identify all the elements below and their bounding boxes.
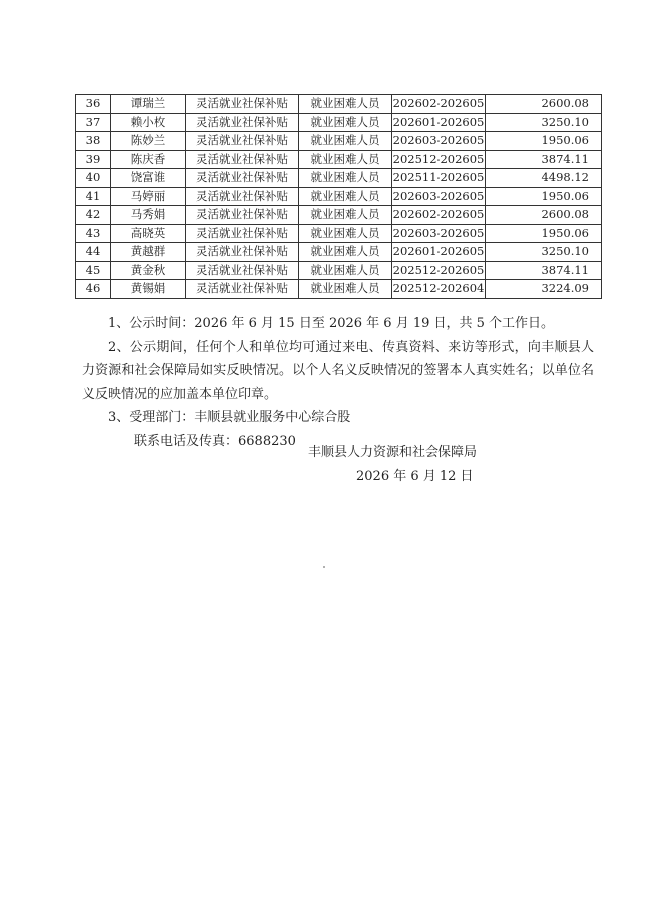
subsidy-table-body (76, 95, 602, 299)
row-name: 黄越群 (111, 243, 186, 262)
row-category: 就业困难人员 (299, 187, 392, 206)
row-subsidy-type: 灵活就业社保补贴 (186, 169, 299, 188)
row-amount: 2600.08 (486, 206, 602, 225)
table-row (76, 187, 602, 206)
row-category: 就业困难人员 (299, 206, 392, 225)
row-period: 202512-202605 (392, 261, 486, 280)
row-subsidy-type: 灵活就业社保补贴 (186, 280, 299, 299)
row-category: 就业困难人员 (299, 113, 392, 132)
row-amount: 3874.11 (486, 261, 602, 280)
row-category: 就业困难人员 (299, 169, 392, 188)
row-number: 37 (76, 113, 111, 132)
row-name: 谭瑞兰 (111, 95, 186, 114)
row-amount: 3874.11 (486, 150, 602, 169)
note-feedback-rules: 2、公示期间，任何个人和单位均可通过来电、传真资料、来访等形式，向丰顺县人力资源和社会保障局如实反映情况。以个人名义反映情况的签署本人真实姓名；以单位名义反映情况的应加盖本单位印章。 (82, 339, 594, 402)
row-period: 202602-202605 (392, 206, 486, 225)
row-number: 43 (76, 224, 111, 243)
row-number: 41 (76, 187, 111, 206)
table-row (76, 169, 602, 188)
row-number: 36 (76, 95, 111, 114)
signature-date: 2026 年 6 月 12 日 (356, 469, 474, 484)
table-row (76, 261, 602, 280)
row-number: 39 (76, 150, 111, 169)
row-amount: 3224.09 (486, 280, 602, 299)
row-name: 黄锡娟 (111, 280, 186, 299)
row-subsidy-type: 灵活就业社保补贴 (186, 261, 299, 280)
notice-notes (82, 312, 594, 453)
row-category: 就业困难人员 (299, 132, 392, 151)
row-name: 赖小枚 (111, 113, 186, 132)
row-period: 202511-202605 (392, 169, 486, 188)
row-period: 202603-202605 (392, 132, 486, 151)
row-number: 45 (76, 261, 111, 280)
table-row (76, 113, 602, 132)
table-row (76, 95, 602, 114)
note-publicity-period: 1、公示时间：2026 年 6 月 15 日至 2026 年 6 月 19 日，共 5 个工作日。 (108, 316, 555, 331)
row-subsidy-type: 灵活就业社保补贴 (186, 150, 299, 169)
row-category: 就业困难人员 (299, 224, 392, 243)
row-period: 202603-202605 (392, 187, 486, 206)
row-category: 就业困难人员 (299, 150, 392, 169)
row-name: 马婷丽 (111, 187, 186, 206)
row-amount: 3250.10 (486, 113, 602, 132)
table-row (76, 132, 602, 151)
note-handling-department: 3、受理部门：丰顺县就业服务中心综合股 (108, 410, 351, 425)
row-subsidy-type: 灵活就业社保补贴 (186, 113, 299, 132)
row-name: 饶富谁 (111, 169, 186, 188)
table-row (76, 224, 602, 243)
row-category: 就业困难人员 (299, 95, 392, 114)
row-period: 202603-202605 (392, 224, 486, 243)
row-name: 陈庆香 (111, 150, 186, 169)
scan-speck (323, 566, 325, 568)
table-row (76, 206, 602, 225)
row-name: 高晓英 (111, 224, 186, 243)
row-name: 马秀娟 (111, 206, 186, 225)
subsidy-table (75, 94, 602, 299)
row-number: 42 (76, 206, 111, 225)
row-name: 黄金秋 (111, 261, 186, 280)
row-subsidy-type: 灵活就业社保补贴 (186, 224, 299, 243)
table-row (76, 280, 602, 299)
row-period: 202601-202605 (392, 243, 486, 262)
row-amount: 4498.12 (486, 169, 602, 188)
row-subsidy-type: 灵活就业社保补贴 (186, 187, 299, 206)
row-amount: 3250.10 (486, 243, 602, 262)
row-period: 202512-202604 (392, 280, 486, 299)
note-contact: 联系电话及传真：6688230 (134, 433, 296, 449)
row-number: 46 (76, 280, 111, 299)
row-number: 40 (76, 169, 111, 188)
row-subsidy-type: 灵活就业社保补贴 (186, 132, 299, 151)
row-name: 陈妙兰 (111, 132, 186, 151)
row-amount: 1950.06 (486, 224, 602, 243)
table-row (76, 243, 602, 262)
row-category: 就业困难人员 (299, 261, 392, 280)
row-period: 202602-202605 (392, 95, 486, 114)
row-period: 202601-202605 (392, 113, 486, 132)
row-subsidy-type: 灵活就业社保补贴 (186, 243, 299, 262)
row-subsidy-type: 灵活就业社保补贴 (186, 206, 299, 225)
row-number: 38 (76, 132, 111, 151)
row-number: 44 (76, 243, 111, 262)
row-amount: 2600.08 (486, 95, 602, 114)
table-row (76, 150, 602, 169)
row-category: 就业困难人员 (299, 280, 392, 299)
row-subsidy-type: 灵活就业社保补贴 (186, 95, 299, 114)
signer-organization: 丰顺县人力资源和社会保障局 (308, 445, 478, 460)
row-period: 202512-202605 (392, 150, 486, 169)
row-category: 就业困难人员 (299, 243, 392, 262)
row-amount: 1950.06 (486, 187, 602, 206)
row-amount: 1950.06 (486, 132, 602, 151)
